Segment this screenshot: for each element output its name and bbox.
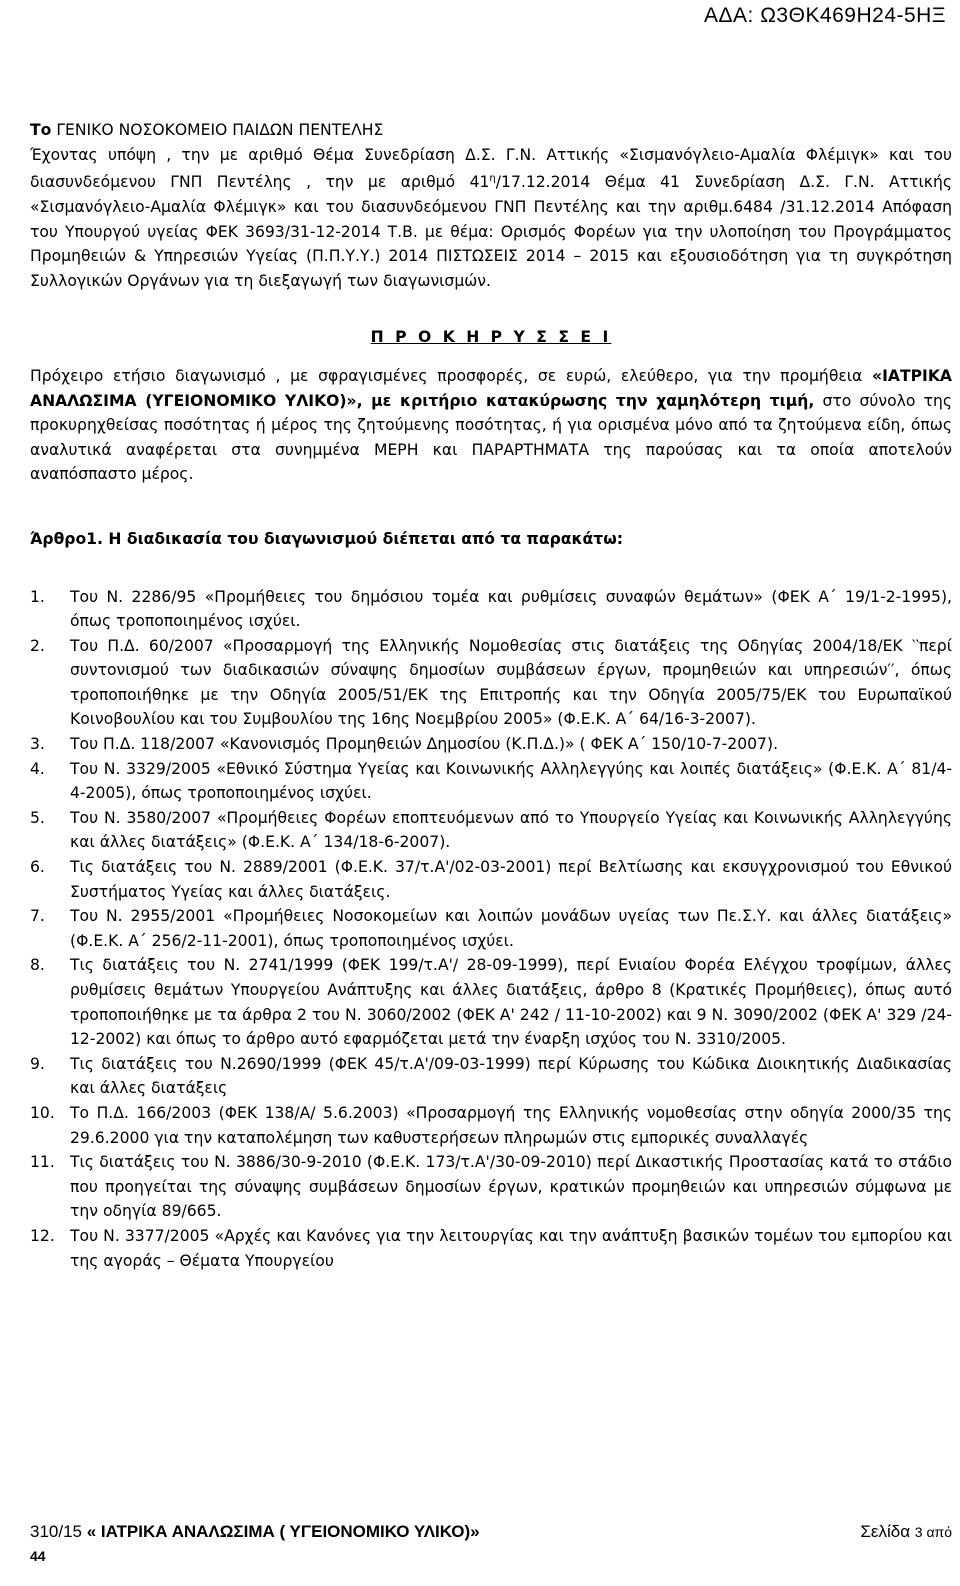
footer-ref-number: 310/15 <box>30 1522 87 1541</box>
list-item <box>30 732 952 757</box>
list-item-number: 6. <box>30 858 45 877</box>
list-item-text: Τις διατάξεις του Ν. 3886/30-9-2010 (Φ.Ε.Κ. 173/τ.Α'/30-09-2010) περί Δικαστικής Προστασίας κατά το στάδιο που προηγείται της σύναψης συμβάσεων δημοσίων έργων, κρατικών προμηθειών και υπηρεσιών σύμφωνα με την οδηγία 89/665. <box>70 1153 952 1221</box>
page-number <box>860 1521 952 1543</box>
list-item-text: Του Ν. 2955/2001 «Προμήθειες Νοσοκομείων και λοιπών μονάδων υγείας των Πε.Σ.Υ. και άλλες διατάξεις» (Φ.Ε.Κ. Α΄ 256/2-11-2001), όπως τροποποιημένος ισχύει. <box>70 907 952 950</box>
list-item-number: 3. <box>30 735 45 754</box>
recipient-line <box>30 118 952 143</box>
footer-reference <box>30 1522 480 1541</box>
intro-superscript: η <box>489 173 496 185</box>
list-item-text: Του Π.Δ. 118/2007 «Κανονισμός Προμηθειών Δημοσίου (Κ.Π.Δ.)» ( ΦΕΚ Α΄ 150/10-7-2007). <box>70 735 779 754</box>
list-item-number: 4. <box>30 759 45 778</box>
list-item-number: 11. <box>30 1153 55 1172</box>
page-of-label: από <box>922 1524 952 1540</box>
proclamation-text-a: Πρόχειρο ετήσιο διαγωνισμό , με σφραγισμένες προσφορές, σε ευρώ, ελεύθερο, για την προμήθεια <box>30 366 873 385</box>
list-item-text: Τις διατάξεις του Ν.2690/1999 (ΦΕΚ 45/τ.Α'/09-03-1999) περί Κύρωσης του Κώδικα Διοικητικής Διαδικασίας και άλλες διατάξεις <box>70 1054 952 1098</box>
page-current: 3 <box>914 1524 923 1540</box>
list-item-text: Του Ν. 3580/2007 «Προμήθειες Φορέων εποπτευόμενων από το Υπουργείο Υγείας και Κοινωνικής Αλληλεγγύης και άλλες διατάξεις» (Φ.Ε.Κ. Α΄ 134/18-6-2007). <box>70 808 952 852</box>
article-title: Άρθρο1. Η διαδικασία του διαγωνισμού διέπεται από τα παρακάτω: <box>30 529 623 548</box>
page-footer <box>30 1521 952 1564</box>
list-item <box>30 855 952 904</box>
intro-text-part-1: Έχοντας υπόψη , την με αριθμό Θέμα Συνεδρίαση Δ.Σ. Γ.Ν. Αττικής «Σισμανόγλειο-Αμαλία Φλέμιγκ» και του διασυνδεόμενου ΓΝΠ Πεντέλης , την με αριθμό 41 <box>30 145 952 192</box>
footer-title: « ΙΑΤΡΙΚΑ ΑΝΑΛΩΣΙΜΑ ( ΥΓΕΙΟΝΟΜΙΚΟ ΥΛΙΚΟ)» <box>86 1522 480 1541</box>
proclamation-heading: Π Ρ Ο Κ Η Ρ Υ Σ Σ Ε Ι <box>370 328 612 347</box>
list-item <box>30 1150 952 1224</box>
document-body <box>30 118 952 1273</box>
intro-paragraph <box>30 143 952 294</box>
list-item-number: 9. <box>30 1054 45 1073</box>
list-item-text: Του Ν. 3377/2005 «Αρχές και Κανόνες για την λειτουργίας και την ανάπτυξη βασικών τομέων του εμπορίου και της αγοράς – Θέματα Υπουργείου <box>70 1226 952 1270</box>
list-item <box>30 634 952 732</box>
list-item-number: 10. <box>30 1103 55 1122</box>
list-item-text: Του Ν. 2286/95 «Προμήθειες του δημόσιου τομέα και ρυθμίσεις συναφών θεμάτων» (ΦΕΚ Α΄ 19/1-2-1995), όπως τροποποιημένος ισχύει. <box>70 587 952 631</box>
proclamation-text-b: στο σύνολο της προκυρηχθείσας ποσότητας ή μέρος της ζητούμενης ποσότητας, ή για ορισμένα μόνο από τα ζητούμενα είδη, όπως αναλυτικά αναφέρεται στα συνημμένα ΜΕΡΗ και ΠΑΡΑΡΤΗΜΑΤΑ της παρούσας και τα οποία αποτελούν αναπόσπαστο μέρος. <box>30 391 952 484</box>
list-item <box>30 1052 952 1101</box>
list-item-number: 12. <box>30 1226 55 1245</box>
proclamation-text-bold: «ΙΑΤΡΙΚΑ ΑΝΑΛΩΣΙΜΑ (ΥΓΕΙΟΝΟΜΙΚΟ ΥΛΙΚΟ)», με κριτήριο κατακύρωσης την χαμηλότερη τιμή, <box>30 366 952 410</box>
list-item <box>30 757 952 806</box>
intro-section <box>30 118 952 293</box>
proclamation-paragraph <box>30 364 952 487</box>
list-item <box>30 953 952 1051</box>
recipient-name: ΓΕΝΙΚΟ ΝΟΣΟΚΟΜΕΙΟ ΠΑΙΔΩΝ ΠΕΝΤΕΛΗΣ <box>51 121 384 139</box>
proclamation-section <box>30 364 952 487</box>
list-item-number: 7. <box>30 907 45 926</box>
intro-text-part-2: /17.12.2014 Θέμα 41 Συνεδρίαση Δ.Σ. Γ.Ν. Αττικής «Σισμανόγλειο-Αμαλία Φλέμιγκ» και του διασυνδεόμενου ΓΝΠ Πεντέλης και την αριθμ.6484 /31.12.2014 Απόφαση του Υπουργού υγείας ΦΕΚ 3693/31-12-2014 Τ.Β. με θέμα: Ορισμός Φορέων για την υλοποίηση του Προγράμματος Προμηθειών & Υπηρεσιών Υγείας (Π.Π.Υ.Υ.) 2014 ΠΙΣΤΩΣΕΙΣ 2014 – 2015 και εξουσιοδότηση για τη συγκρότηση Συλλογικών Οργάνων για τη διεξαγωγή των διαγωνισμών. <box>30 173 953 290</box>
list-item-text: Του Ν. 3329/2005 «Εθνικό Σύστημα Υγείας και Κοινωνικής Αλληλεγγύης και λοιπές διατάξεις» (Φ.Ε.Κ. Α΄ 81/4-4-2005), όπως τροποποιημένος ισχύει. <box>70 759 952 803</box>
list-item <box>30 1224 952 1273</box>
list-item <box>30 585 952 634</box>
page-label: Σελίδα <box>860 1522 915 1541</box>
list-item <box>30 806 952 855</box>
list-item-text: Του Π.Δ. 60/2007 «Προσαρμογή της Ελληνικής Νομοθεσίας στις διατάξεις της Οδηγίας 2004/18/ΕΚ ‵‵περί συντονισμού των διαδικασιών σύναψης δημοσίων συμβάσεων έργων, προμηθειών και υπηρεσιών′′, όπως τροποποιήθηκε με την Οδηγία 2005/51/ΕΚ της Επιτροπής και την Οδηγία 2005/75/ΕΚ του Ευρωπαϊκού Κοινοβουλίου και του Συμβουλίου της 16ης Νοεμβρίου 2005» (Φ.Ε.Κ. Α΄ 64/16-3-2007). <box>70 636 952 729</box>
list-item-number: 2. <box>30 636 45 655</box>
page-total: 44 <box>30 1548 46 1564</box>
list-item-text: Τις διατάξεις του Ν. 2889/2001 (Φ.Ε.Κ. 37/τ.Α'/02-03-2001) περί Βελτίωσης και εκσυγχρονισμού του Εθνικού Συστήματος Υγείας και άλλες διατάξεις. <box>70 858 952 901</box>
list-item <box>30 1101 952 1150</box>
list-item-text: Τις διατάξεις του Ν. 2741/1999 (ΦΕΚ 199/τ.Α'/ 28-09-1999), περί Ενιαίου Φορέα Ελέγχου τροφίμων, άλλες ρυθμίσεις θεμάτων Υπουργείου Ανάπτυξης και άλλες διατάξεις, άρθρο 8 (Κρατικές Προμήθειες), όπως αυτό τροποποιήθηκε με τα άρθρα 2 του Ν. 3060/2002 (ΦΕΚ Α' 242 / 11-10-2002) και 9 Ν. 3090/2002 (ΦΕΚ Α' 329 /24-12-2002) και όπως το άρθρο αυτό εφαρμόζεται μετά την έναρξη ισχύος του Ν. 3310/2005. <box>70 956 952 1049</box>
list-item-number: 1. <box>30 587 45 606</box>
ada-code: ΑΔΑ: Ω3ΘΚ469Η24-5ΗΞ <box>704 4 946 27</box>
list-item <box>30 904 952 953</box>
list-item-number: 5. <box>30 808 45 827</box>
recipient-label: Το <box>30 121 52 139</box>
list-item-number: 8. <box>30 956 45 975</box>
legislation-list <box>30 585 952 1274</box>
list-item-text: Το Π.Δ. 166/2003 (ΦΕΚ 138/Α/ 5.6.2003) «Προσαρμογή της Ελληνικής νομοθεσίας στην οδηγία 2000/35 της 29.6.2000 για την καταπολέμηση των καθυστερήσεων πληρωμών στις εμπορικές συναλλαγές <box>70 1103 952 1147</box>
